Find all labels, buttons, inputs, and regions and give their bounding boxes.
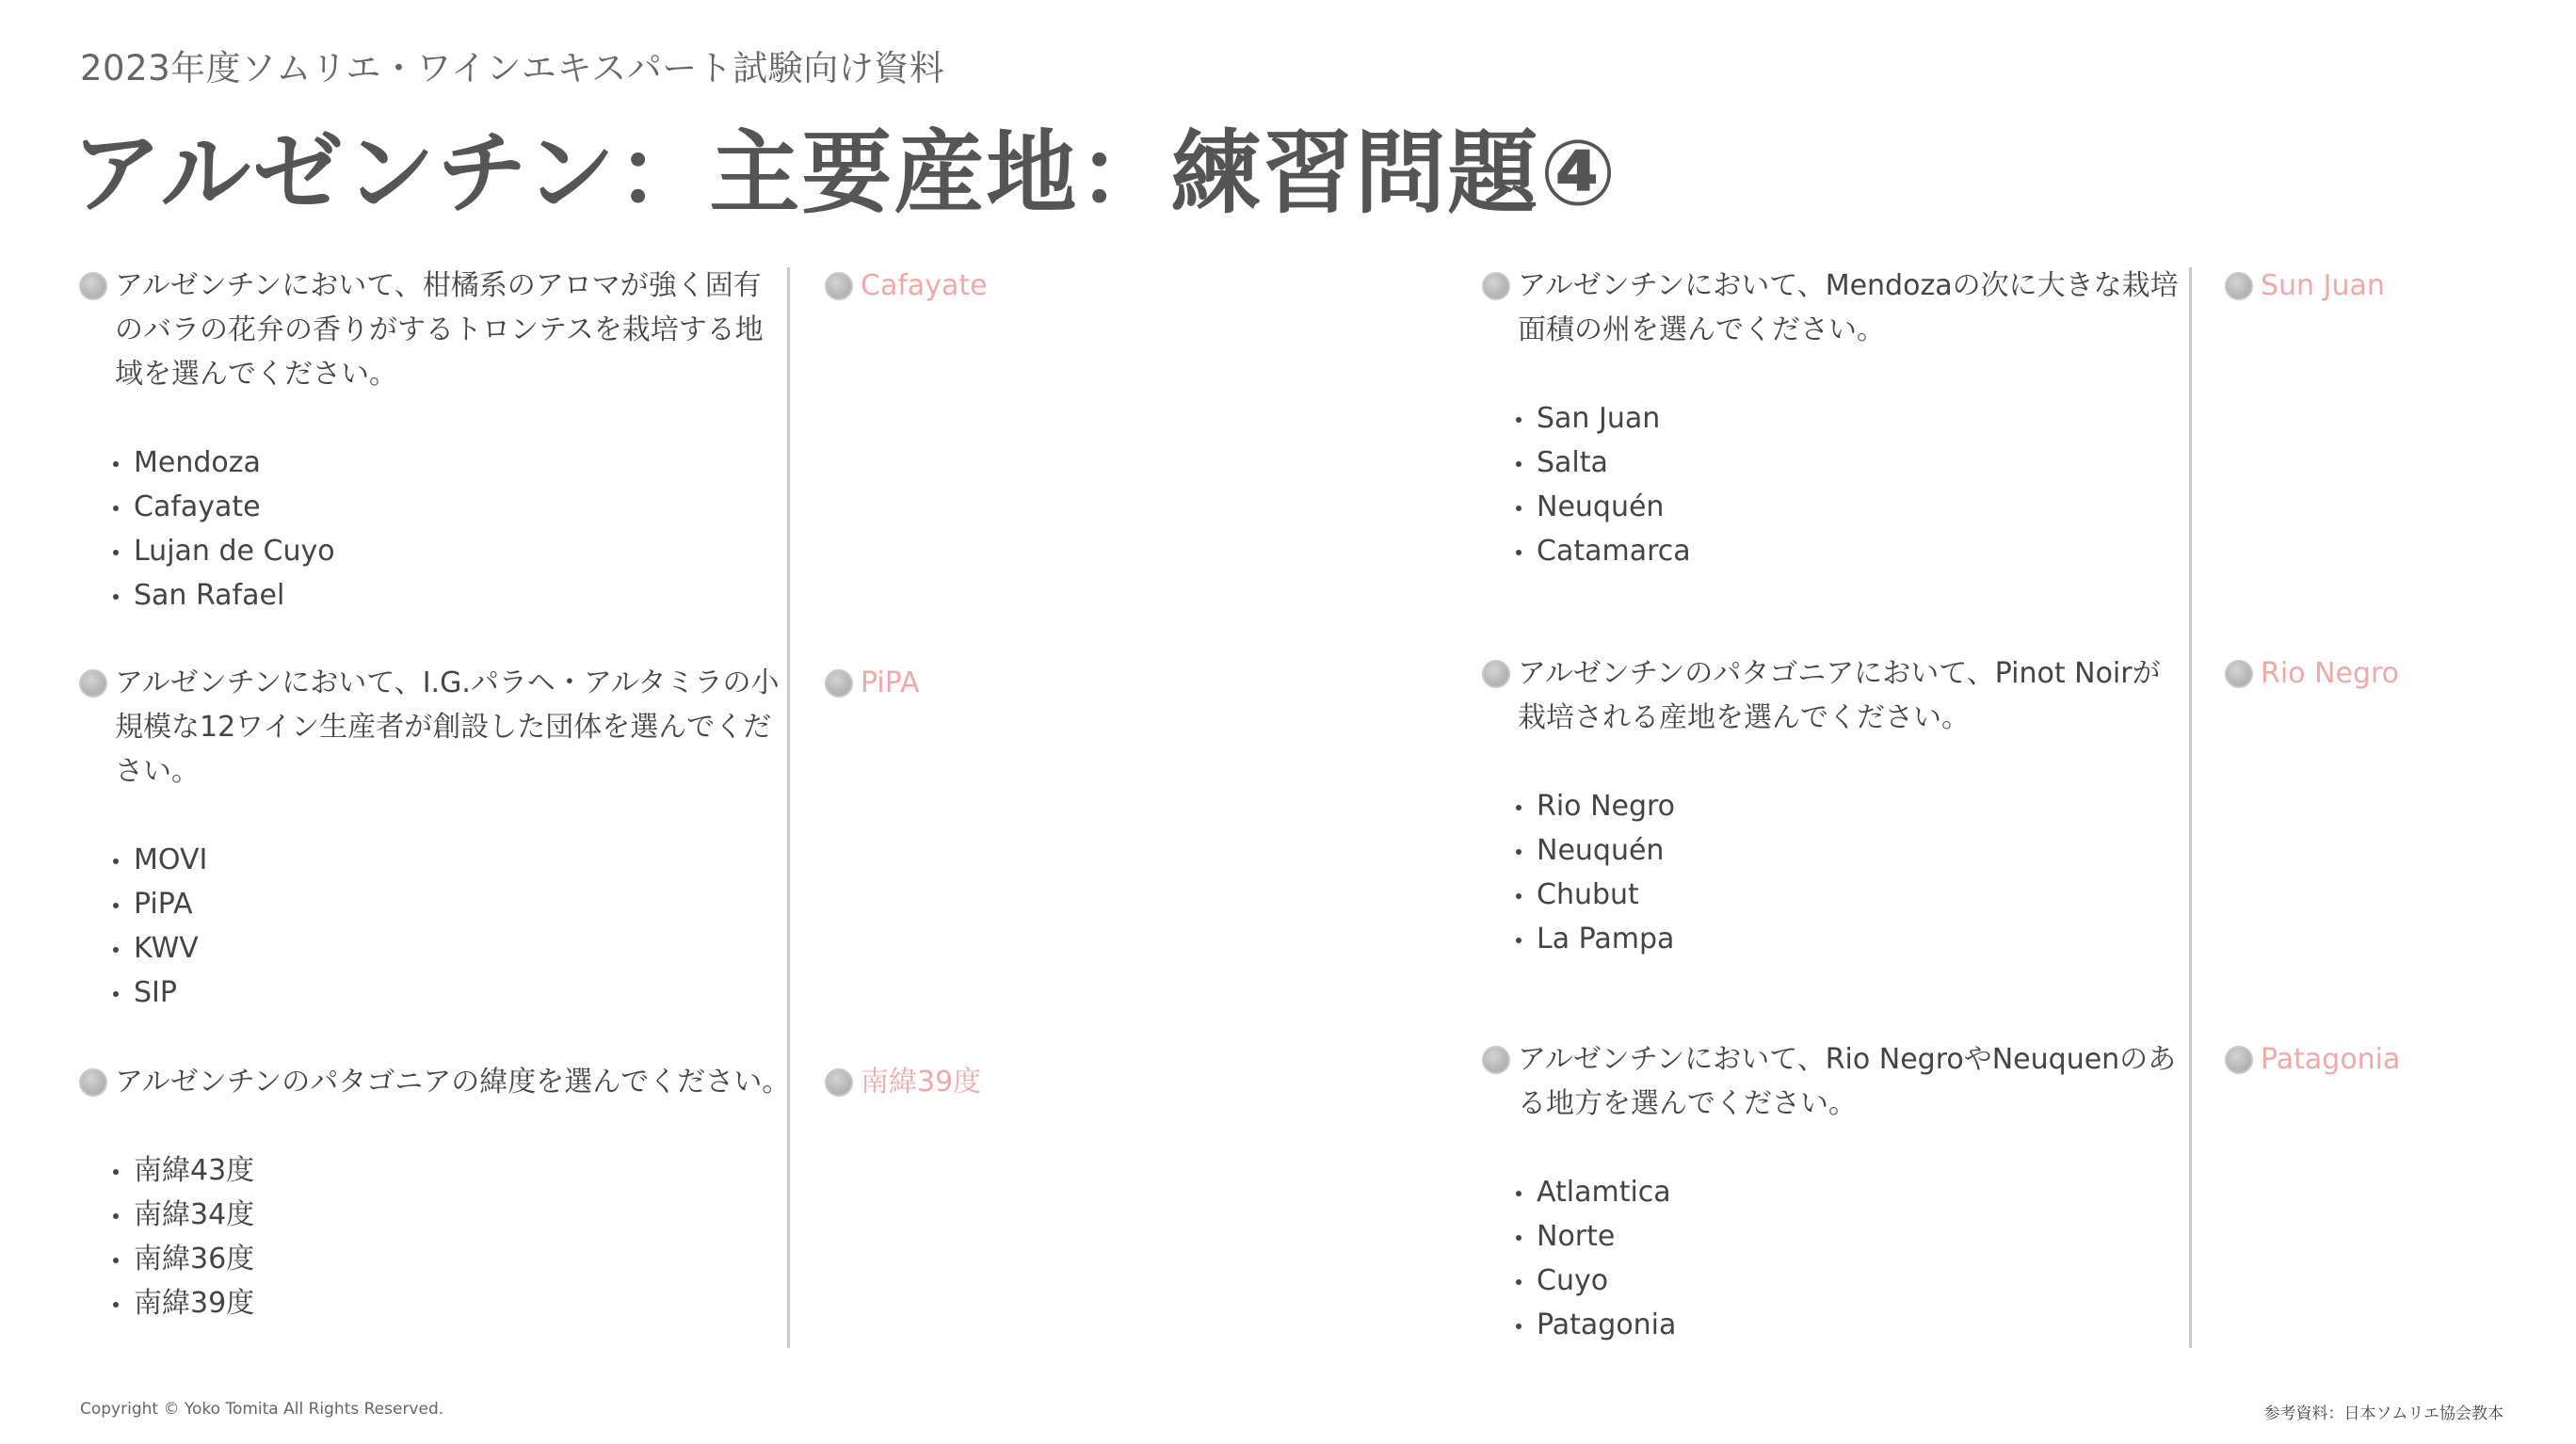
bullet-circle-icon <box>79 669 107 698</box>
question-2 <box>83 661 780 1015</box>
slide-title: アルゼンチン：主要産地：練習問題④ <box>72 120 1618 226</box>
bullet-circle-icon <box>1482 660 1510 688</box>
bullet-circle-icon <box>1482 1046 1510 1074</box>
option-item: 南緯43度 <box>113 1148 798 1193</box>
option-item: SIP <box>113 971 780 1015</box>
option-item: 南緯39度 <box>113 1281 798 1325</box>
option-item: 南緯34度 <box>113 1193 798 1237</box>
answer-text: Sun Juan <box>2261 269 2385 302</box>
option-item: Patagonia <box>1516 1303 2182 1347</box>
question-text: アルゼンチンにおいて、柑橘系のアロマが強く固有のバラの花弁の香りがするトロンテスを栽培する地域を選んでください。 <box>115 269 764 391</box>
option-item: 南緯36度 <box>113 1237 798 1281</box>
option-item: PiPA <box>113 882 780 926</box>
answer-text: Rio Negro <box>2261 657 2400 690</box>
copyright-notice: Copyright © Yoko Tomita All Rights Reserved. <box>80 1400 444 1419</box>
answer-1 <box>825 264 988 308</box>
bullet-circle-icon <box>825 272 853 300</box>
answer-text: Cafayate <box>861 269 988 302</box>
option-item: Atlamtica <box>1516 1170 2182 1214</box>
answer-4 <box>2225 264 2385 308</box>
option-item: Cafayate <box>113 485 780 529</box>
answer-3 <box>825 1060 981 1104</box>
answer-text: PiPA <box>861 666 920 699</box>
bullet-circle-icon <box>79 1068 107 1097</box>
question-text: アルゼンチンにおいて、Mendozaの次に大きな栽培面積の州を選んでください。 <box>1518 269 2179 346</box>
answer-text: Patagonia <box>2261 1043 2401 1076</box>
answer-5 <box>2225 651 2399 696</box>
option-item: Lujan de Cuyo <box>113 529 780 573</box>
question-3 <box>83 1060 798 1325</box>
option-item: Chubut <box>1516 873 2182 917</box>
question-1 <box>83 264 780 618</box>
option-list <box>83 838 780 1015</box>
bullet-circle-icon <box>2225 272 2253 300</box>
option-item: Neuquén <box>1516 485 2182 529</box>
option-list <box>1486 784 2182 961</box>
bullet-circle-icon <box>2225 1046 2253 1074</box>
answer-text: 南緯39度 <box>861 1066 982 1099</box>
reference-note: 参考資料：日本ソムリエ協会教本 <box>2263 1404 2504 1423</box>
slide-subtitle: 2023年度ソムリエ・ワインエキスパート試験向け資料 <box>80 48 945 88</box>
option-item: Catamarca <box>1516 529 2182 573</box>
option-item: San Rafael <box>113 573 780 618</box>
option-list <box>1486 1170 2182 1347</box>
option-item: Norte <box>1516 1214 2182 1259</box>
option-item: Salta <box>1516 441 2182 485</box>
bullet-circle-icon <box>1482 272 1510 300</box>
question-5 <box>1486 651 2182 961</box>
option-item: MOVI <box>113 838 780 882</box>
bullet-circle-icon <box>825 669 853 698</box>
option-item: Neuquén <box>1516 828 2182 873</box>
answer-6 <box>2225 1037 2400 1082</box>
question-text: アルゼンチンにおいて、Rio NegroやNeuquenのある地方を選んでください。 <box>1518 1043 2177 1120</box>
question-text: アルゼンチンのパタゴニアの緯度を選んでください。 <box>115 1066 791 1099</box>
question-text: アルゼンチンのパタゴニアにおいて、Pinot Noirが栽培される産地を選んでください。 <box>1518 657 2161 734</box>
question-text: アルゼンチンにおいて、I.G.パラヘ・アルタミラの小規模な12ワイン生産者が創設した団体を選んでください。 <box>115 666 780 788</box>
option-item: Mendoza <box>113 441 780 485</box>
option-item: Cuyo <box>1516 1259 2182 1303</box>
column-divider-right <box>2189 267 2192 1348</box>
option-item: San Juan <box>1516 396 2182 441</box>
bullet-circle-icon <box>2225 660 2253 688</box>
option-item: KWV <box>113 926 780 971</box>
option-item: Rio Negro <box>1516 784 2182 828</box>
question-6 <box>1486 1037 2182 1347</box>
option-item: La Pampa <box>1516 917 2182 961</box>
bullet-circle-icon <box>825 1068 853 1097</box>
option-list <box>1486 396 2182 573</box>
option-list <box>83 441 780 618</box>
option-list <box>83 1148 798 1325</box>
answer-2 <box>825 661 919 705</box>
question-4 <box>1486 264 2182 573</box>
bullet-circle-icon <box>79 272 107 300</box>
